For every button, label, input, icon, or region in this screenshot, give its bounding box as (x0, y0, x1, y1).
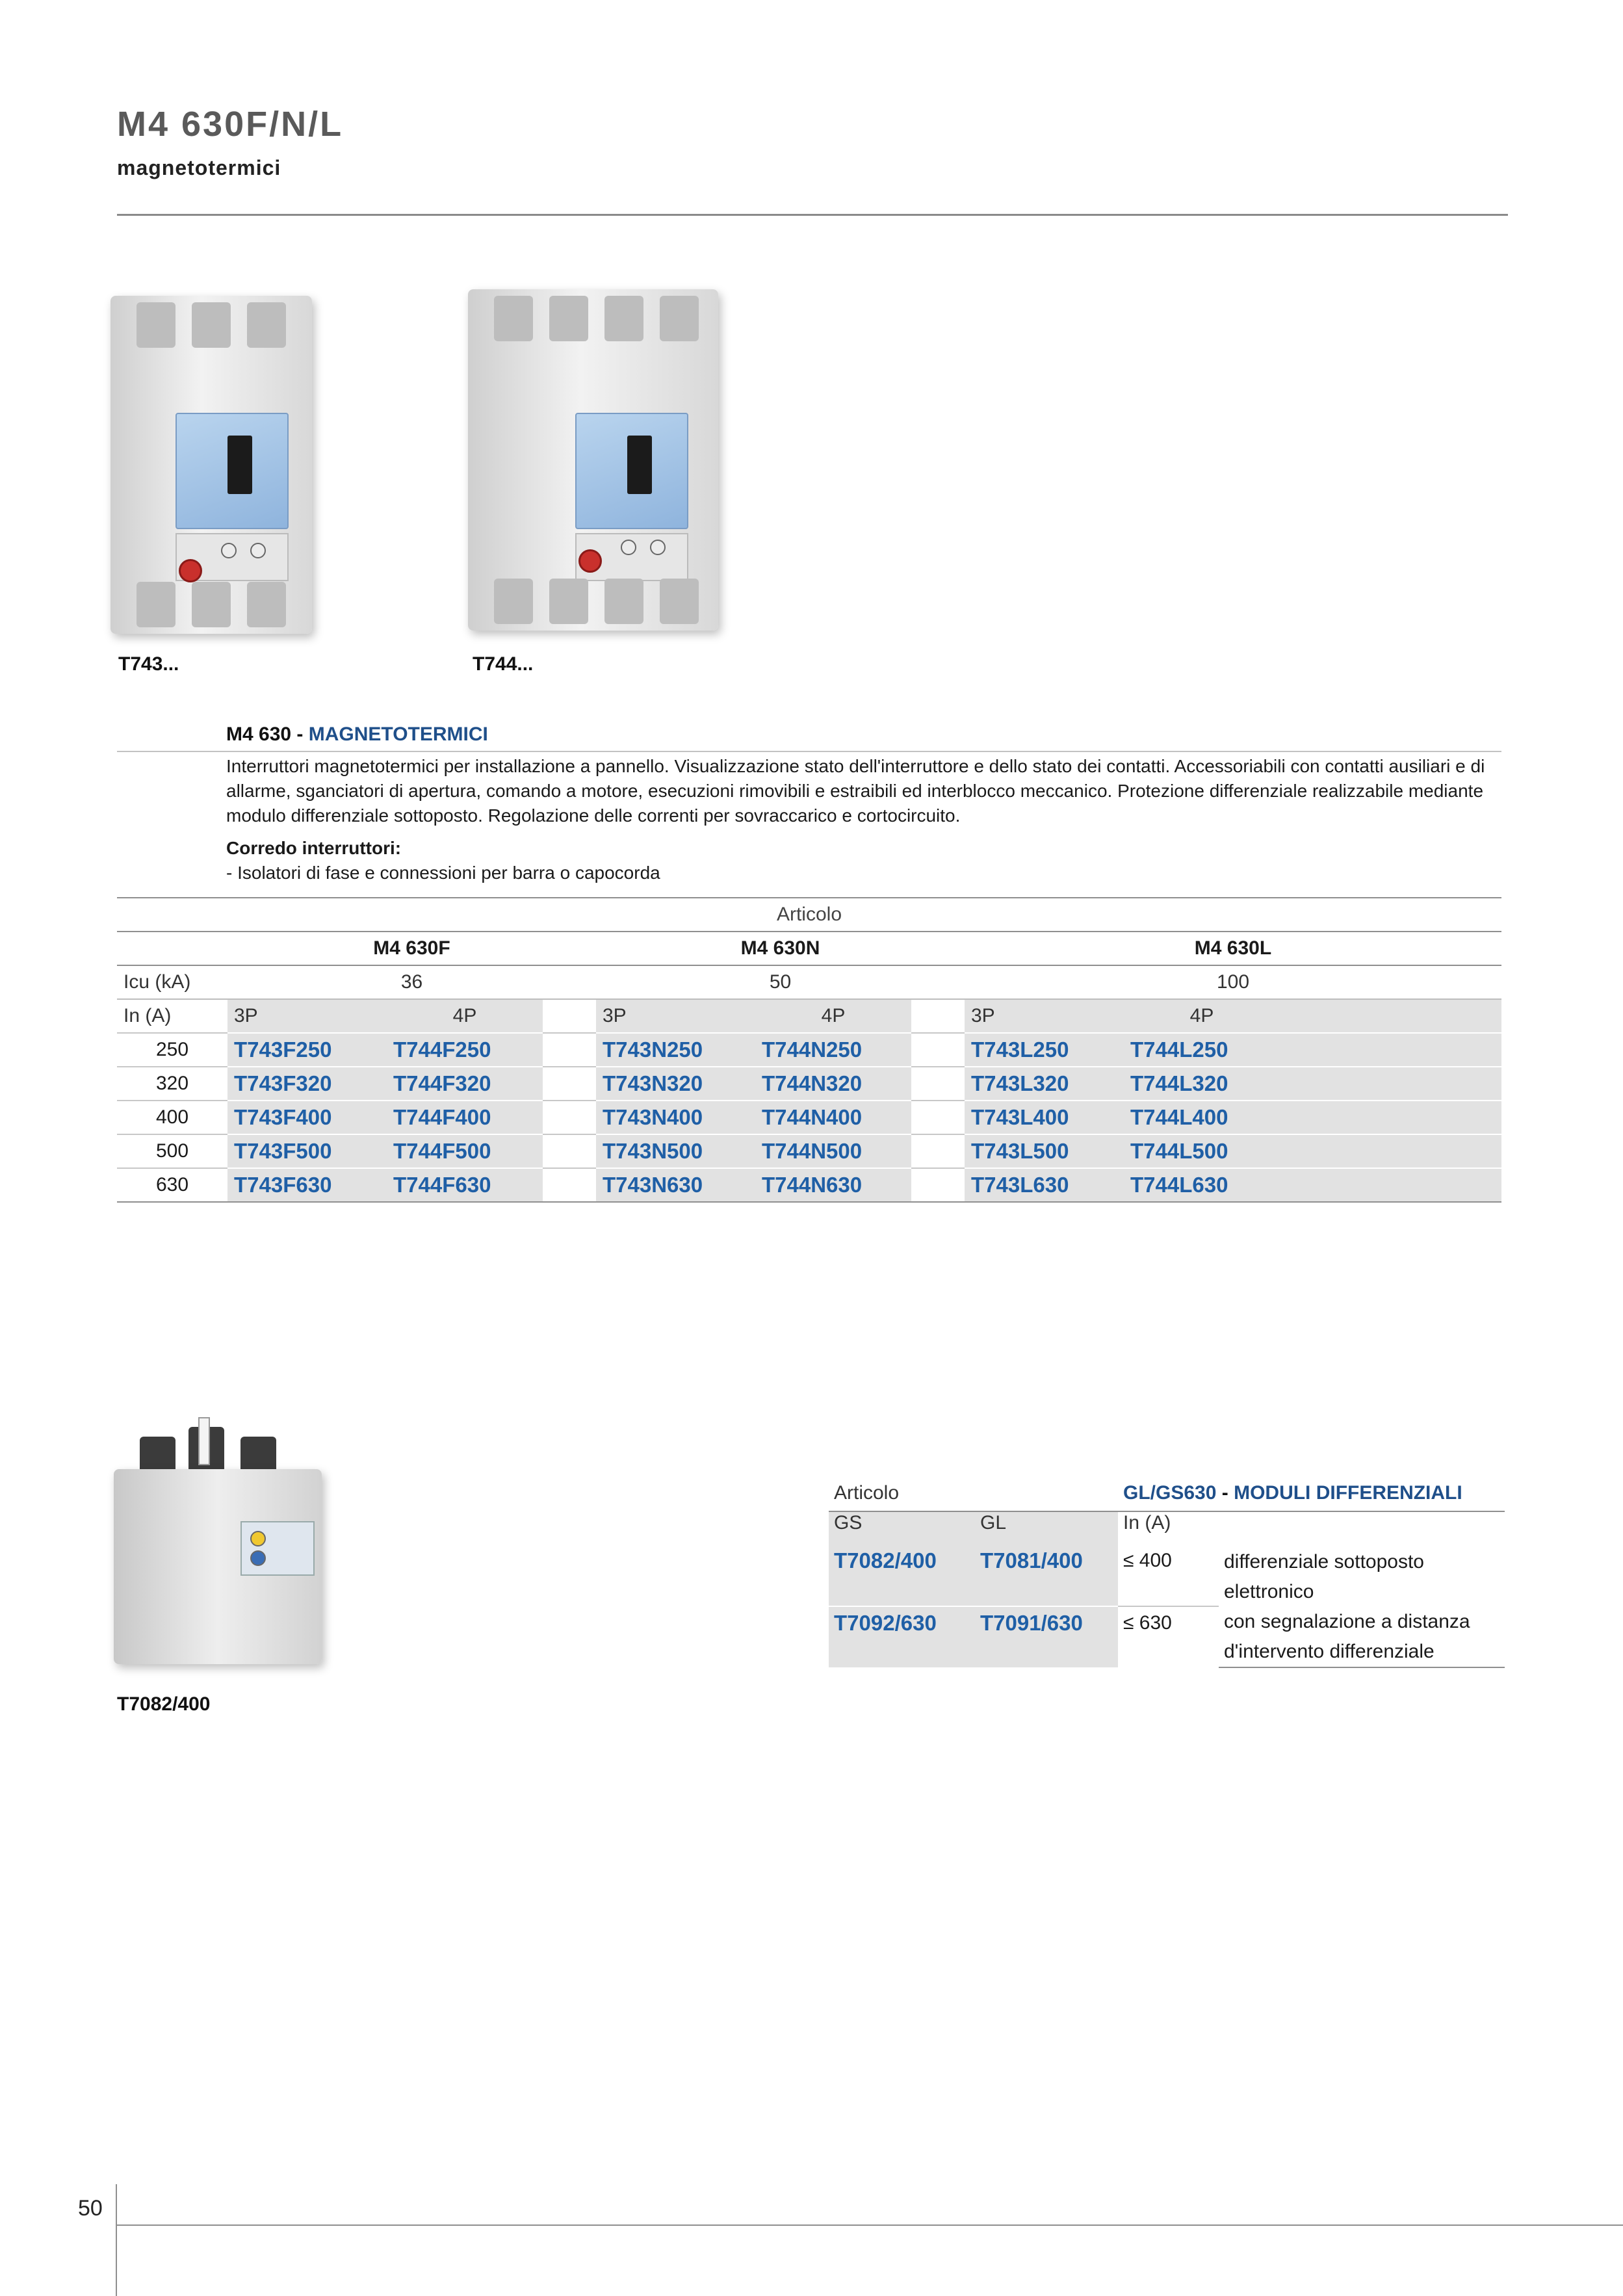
section-code: M4 630 (226, 724, 292, 745)
modules-col-in: In (A) (1123, 1512, 1171, 1533)
in-value: 400 (117, 1101, 227, 1134)
module-in: ≤ 400 (1118, 1545, 1219, 1606)
article-code: T744F400 (387, 1101, 543, 1134)
footer-horizontal-rule (116, 2224, 1623, 2226)
page-subtitle: magnetotermici (117, 156, 281, 179)
modules-heading-name: MODULI DIFFERENZIALI (1234, 1482, 1462, 1504)
articolo-header: Articolo (117, 898, 1501, 932)
article-code: T743L630 (965, 1168, 1124, 1202)
article-code: T744N400 (755, 1101, 911, 1134)
section-description-block (226, 754, 1500, 885)
article-code: T743N500 (596, 1134, 755, 1168)
in-label: In (A) (117, 999, 227, 1033)
article-code: T743L500 (965, 1134, 1124, 1168)
module-code-gs: T7082/400 (829, 1545, 975, 1606)
in-value: 630 (117, 1168, 227, 1202)
breaker-4p-image (468, 289, 718, 631)
modules-articolo: Articolo (829, 1482, 1118, 1511)
pole-4p-n: 4P (755, 999, 911, 1033)
article-code: T744N320 (755, 1067, 911, 1101)
pole-4p-l: 4P (1124, 999, 1280, 1033)
icu-n: 50 (596, 965, 965, 999)
page-title: M4 630F/N/L (117, 105, 344, 144)
article-code: T744F320 (387, 1067, 543, 1101)
article-code: T744F250 (387, 1033, 543, 1067)
module-description-line: differenziale sottoposto elettronico (1224, 1551, 1424, 1602)
article-code: T744L630 (1124, 1168, 1280, 1202)
module-description-line: con segnalazione a distanza (1224, 1611, 1470, 1632)
kit-item: - Isolatori di fase e connessioni per barra o capocorda (226, 863, 660, 883)
module-code-gs: T7092/630 (829, 1606, 975, 1668)
module-description-line: d'intervento differenziale (1224, 1641, 1435, 1662)
section-name: MAGNETOTERMICI (308, 724, 488, 745)
in-value: 500 (117, 1134, 227, 1168)
section-heading (226, 724, 488, 746)
article-code: T744L400 (1124, 1101, 1280, 1134)
figure-label-t743: T743... (118, 653, 179, 675)
series-l: M4 630L (965, 932, 1501, 965)
section-separator: - (291, 724, 309, 745)
series-n: M4 630N (596, 932, 965, 965)
footer-vertical-rule (116, 2184, 117, 2296)
icu-f: 36 (227, 965, 596, 999)
article-code: T743F250 (227, 1033, 387, 1067)
article-code: T743N320 (596, 1067, 755, 1101)
article-code: T744N250 (755, 1033, 911, 1067)
article-code: T743L320 (965, 1067, 1124, 1101)
in-value: 250 (117, 1033, 227, 1067)
article-code: T743L400 (965, 1101, 1124, 1134)
pole-3p-l: 3P (965, 999, 1124, 1033)
table-row (829, 1545, 1505, 1606)
article-code: T744N630 (755, 1168, 911, 1202)
article-code: T744N500 (755, 1134, 911, 1168)
article-code: T743F630 (227, 1168, 387, 1202)
table-row (117, 1067, 1501, 1101)
article-code: T743F320 (227, 1067, 387, 1101)
table-row (117, 1033, 1501, 1067)
pole-3p-f: 3P (227, 999, 387, 1033)
article-code: T744F630 (387, 1168, 543, 1202)
figure-label-t7082: T7082/400 (117, 1693, 211, 1715)
series-f: M4 630F (227, 932, 596, 965)
differential-module-image (110, 1417, 331, 1671)
table-row (117, 1101, 1501, 1134)
article-code: T744L500 (1124, 1134, 1280, 1168)
icu-l: 100 (965, 965, 1501, 999)
section-divider (117, 751, 1501, 752)
module-code-gl: T7081/400 (975, 1545, 1118, 1606)
article-table (117, 897, 1501, 1203)
pole-4p-f: 4P (387, 999, 543, 1033)
pole-3p-n: 3P (596, 999, 755, 1033)
article-code: T743L250 (965, 1033, 1124, 1067)
figure-label-t744: T744... (473, 653, 534, 675)
header-divider (117, 214, 1508, 216)
modules-heading-code: GL/GS630 (1123, 1482, 1217, 1504)
article-code: T744F500 (387, 1134, 543, 1168)
article-code: T744L320 (1124, 1067, 1280, 1101)
article-code: T743F400 (227, 1101, 387, 1134)
article-code: T743N400 (596, 1101, 755, 1134)
article-code: T744L250 (1124, 1033, 1280, 1067)
modules-table (829, 1482, 1505, 1668)
article-code: T743N630 (596, 1168, 755, 1202)
icu-label: Icu (kA) (117, 965, 227, 999)
article-code: T743N250 (596, 1033, 755, 1067)
modules-heading-sep: - (1216, 1482, 1234, 1504)
module-code-gl: T7091/630 (975, 1606, 1118, 1668)
kit-title: Corredo interruttori: (226, 838, 402, 858)
in-value: 320 (117, 1067, 227, 1101)
section-description: Interruttori magnetotermici per installazione a pannello. Visualizzazione stato dell'interruttore e dello stato dei contatti. Accessoriabili con contatti ausiliari e di allarme, sganciatori di apertura, comando a motore, esecuzioni rimovibili e estraibili ed interblocco meccanico. Protezione differenziale realizzabile mediante modulo differenziale sottoposto. Regolazione delle correnti per sovraccarico e cortocircuito. (226, 756, 1485, 826)
breaker-3p-image (110, 296, 312, 634)
modules-col-gs: GS (829, 1511, 975, 1545)
article-code: T743F500 (227, 1134, 387, 1168)
table-row (117, 1134, 1501, 1168)
modules-col-gl: GL (975, 1511, 1118, 1545)
module-description (1219, 1545, 1505, 1667)
table-row (117, 1168, 1501, 1202)
page-number: 50 (78, 2196, 103, 2221)
module-in: ≤ 630 (1123, 1611, 1172, 1634)
